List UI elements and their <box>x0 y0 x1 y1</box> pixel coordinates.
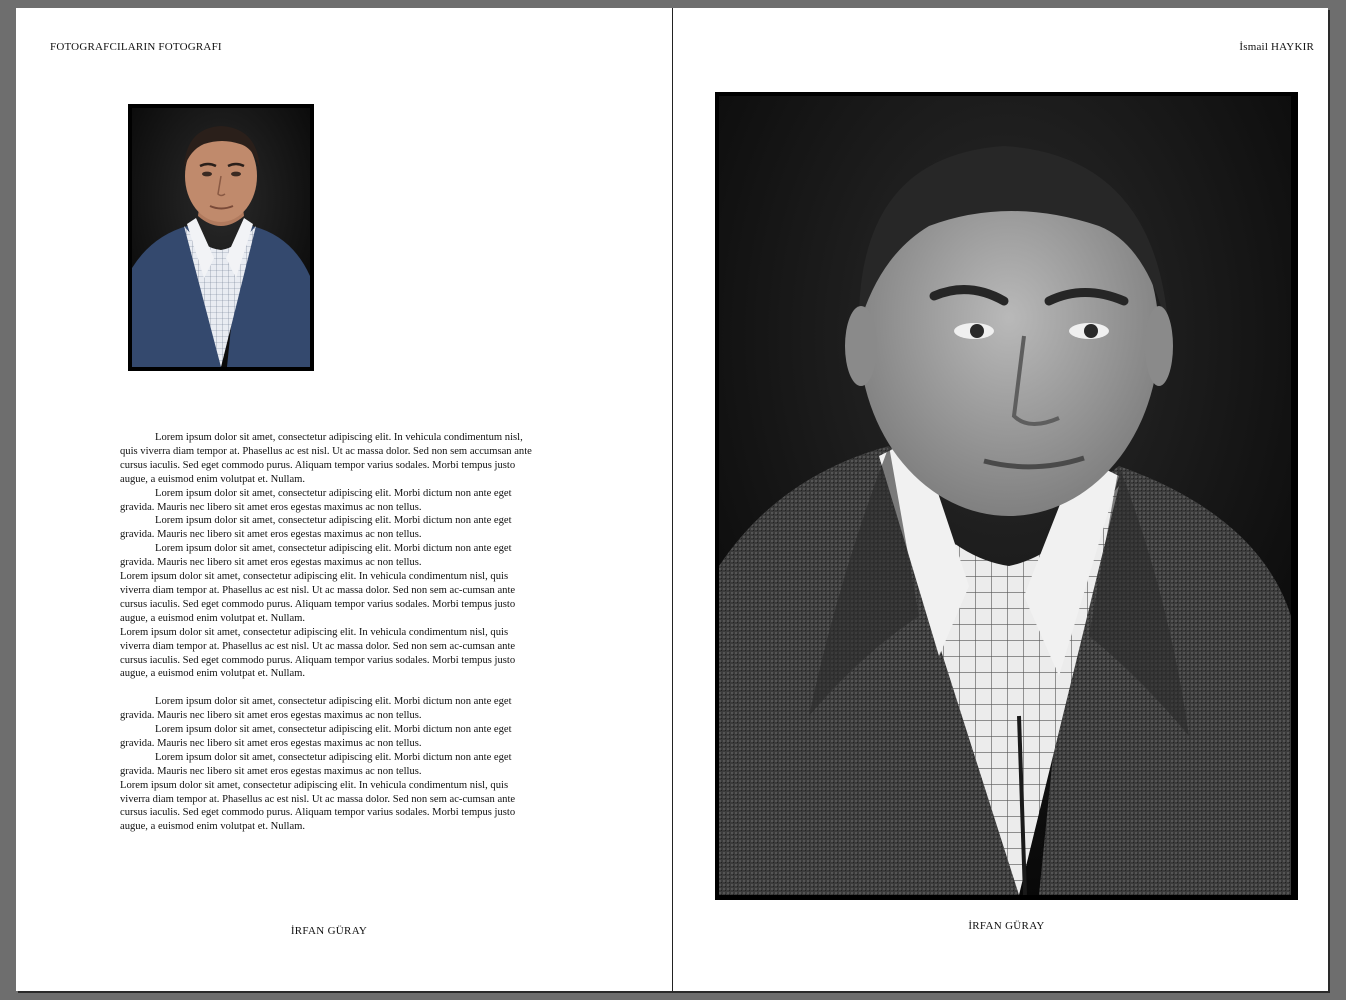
document-spread <box>16 8 1328 991</box>
right-photo-caption: İRFAN GÜRAY <box>968 920 1045 932</box>
body-paragraph: Lorem ipsum dolor sit amet, consectetur adipiscing elit. Morbi dictum non ante eget gravida. Mauris nec libero sit amet eros egestas maximus ac non tellus. <box>120 751 512 777</box>
body-paragraph: Lorem ipsum dolor sit amet, consectetur adipiscing elit. Morbi dictum non ante eget gravida. Mauris nec libero sit amet eros egestas maximus ac non tellus. <box>120 515 512 541</box>
body-paragraph: Lorem ipsum dolor sit amet, consectetur adipiscing elit. In vehicula condimentum nisl, quis viverra diam tempor at. Phasellus ac est nisl. Ut ac massa dolor. Sed non sem accumsan ante cursus iaculis. Sed eget commodo purus. Aliquam tempor varius sodales. Morbi tempus justo augue, a euismod enim volutpat et. Nullam. <box>120 432 532 485</box>
paragraph-gap <box>120 681 534 695</box>
left-page <box>16 8 672 991</box>
portrait-color-image <box>132 108 310 367</box>
body-paragraph: Lorem ipsum dolor sit amet, consectetur adipiscing elit. Morbi dictum non ante eget gravida. Mauris nec libero sit amet eros egestas maximus ac non tellus. <box>120 696 512 722</box>
body-paragraph: Lorem ipsum dolor sit amet, consectetur adipiscing elit. Morbi dictum non ante eget gravida. Mauris nec libero sit amet eros egestas maximus ac non tellus. <box>120 543 512 569</box>
right-page <box>673 8 1328 991</box>
body-paragraph: Lorem ipsum dolor sit amet, consectetur adipiscing elit. In vehicula condimentum nisl, quis viverra diam tempor at. Phasellus ac est nisl. Ut ac massa dolor. Sed non sem ac-cumsan ante cursus iaculis. Sed eget commodo purus. Aliquam tempor varius sodales. Morbi tempus justo augue, a euismod enim volutpat et. Nullam. <box>120 571 516 624</box>
portrait-photo-color <box>128 104 314 371</box>
right-running-head: İsmail HAYKIR <box>1239 41 1314 53</box>
body-paragraph: Lorem ipsum dolor sit amet, consectetur adipiscing elit. Morbi dictum non ante eget gravida. Mauris nec libero sit amet eros egestas maximus ac non tellus. <box>120 487 512 513</box>
body-paragraph: Lorem ipsum dolor sit amet, consectetur adipiscing elit. Morbi dictum non ante eget gravida. Mauris nec libero sit amet eros egestas maximus ac non tellus. <box>120 724 512 749</box>
portrait-bw-image <box>719 96 1291 895</box>
body-text <box>120 431 534 834</box>
body-paragraph: Lorem ipsum dolor sit amet, consectetur adipiscing elit. In vehicula condimentum nisl, quis viverra diam tempor at. Phasellus ac est nisl. Ut ac massa dolor. Sed non sem ac-cumsan ante cursus iaculis. Sed eget commodo purus. Aliquam tempor varius sodales. Morbi tempus justo augue, a euismod enim volutpat et. Nullam. <box>120 779 516 833</box>
left-photo-caption: İRFAN GÜRAY <box>290 925 368 937</box>
portrait-photo-bw <box>715 92 1298 900</box>
left-running-head: FOTOGRAFCILARIN FOTOGRAFI <box>50 41 222 53</box>
body-paragraph: Lorem ipsum dolor sit amet, consectetur adipiscing elit. In vehicula condimentum nisl, quis viverra diam tempor at. Phasellus ac est nisl. Ut ac massa dolor. Sed non sem ac-cumsan ante cursus iaculis. Sed eget commodo purus. Aliquam tempor varius sodales. Morbi tempus justo augue, a euismod enim volutpat et. Nullam. <box>120 626 516 680</box>
